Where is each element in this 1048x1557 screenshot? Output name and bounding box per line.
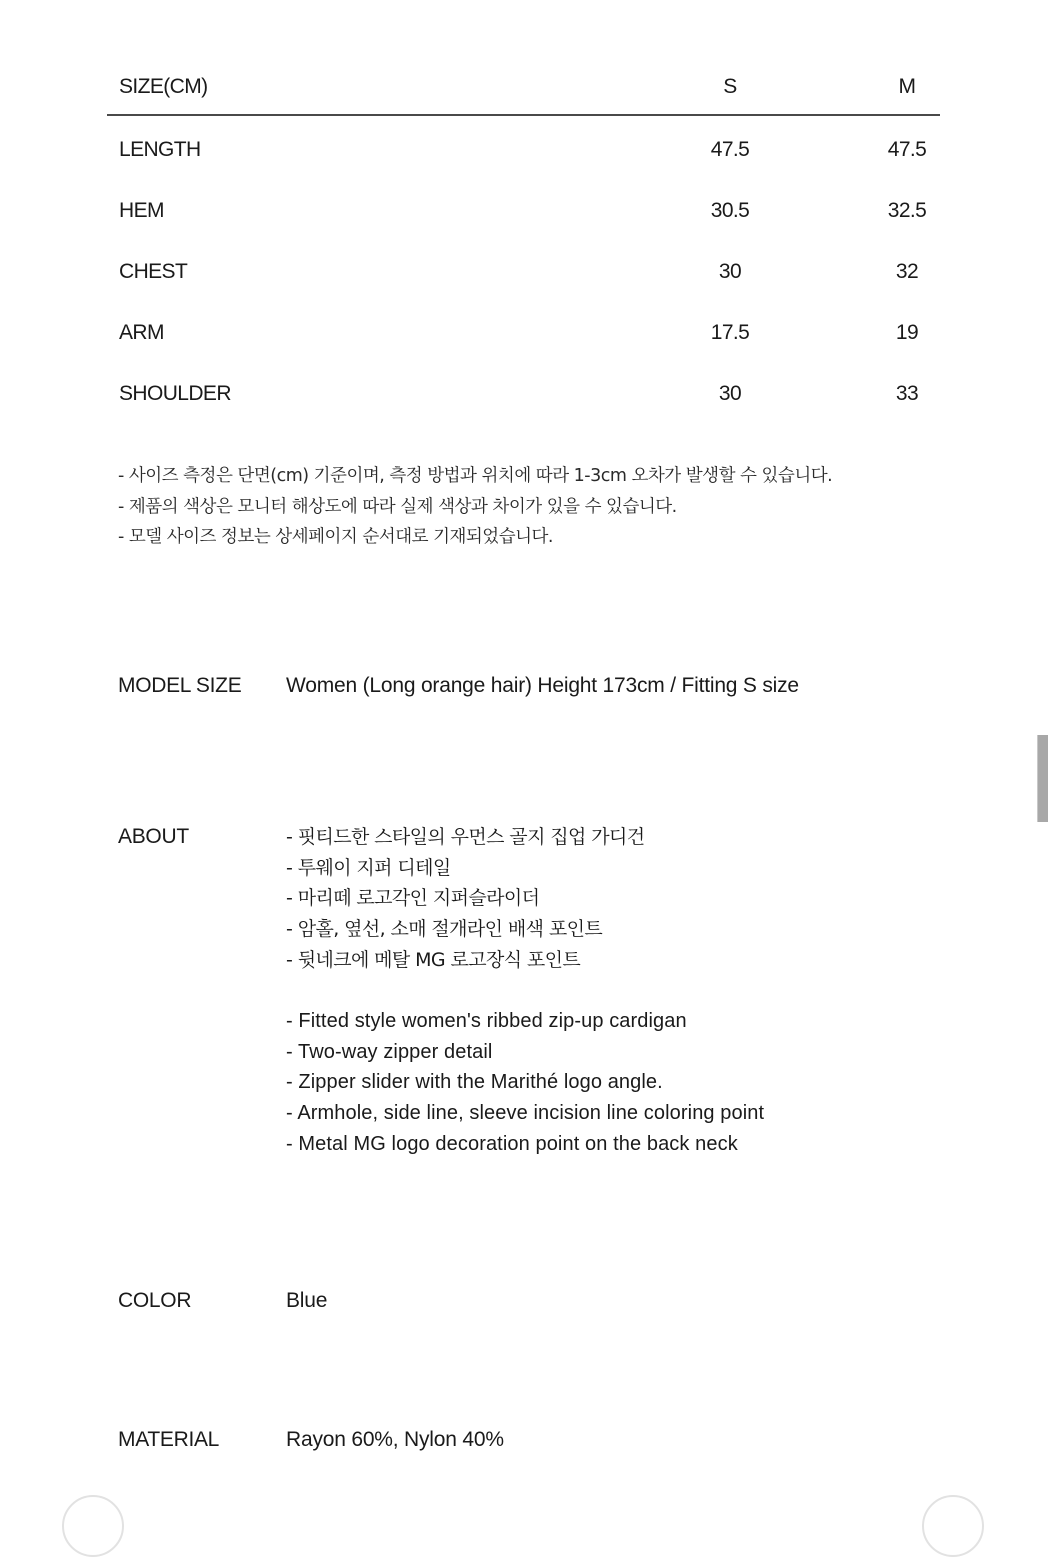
value-s: 30 [718, 260, 742, 283]
next-circle-button[interactable] [922, 1495, 984, 1557]
about-item: - 암홀, 옆선, 소매 절개라인 배색 포인트 [286, 918, 603, 941]
scrollbar-thumb[interactable] [1037, 735, 1048, 822]
value-m: 33 [895, 382, 919, 405]
size-row-length [107, 126, 940, 187]
size-row-shoulder [107, 370, 940, 431]
note-line: - 제품의 색상은 모니터 해상도에 따라 실제 색상과 차이가 있을 수 있습니다. [118, 496, 677, 517]
note-line: - 모델 사이즈 정보는 상세페이지 순서대로 기재되었습니다. [118, 527, 553, 547]
about-item: - Zipper slider with the Marithé logo angle. [286, 1071, 663, 1094]
material-value: Rayon 60%, Nylon 40% [286, 1428, 504, 1451]
row-label: HEM [119, 199, 164, 222]
size-header-label: SIZE(CM) [119, 75, 208, 98]
size-table-header [107, 60, 940, 116]
about-label: ABOUT [118, 825, 189, 848]
value-m: 32 [895, 260, 919, 283]
model-size-label: MODEL SIZE [118, 674, 242, 697]
about-item: - Armhole, side line, sleeve incision line coloring point [286, 1102, 765, 1125]
value-s: 17.5 [710, 321, 750, 344]
value-s: 30.5 [710, 199, 750, 222]
note-line: - 사이즈 측정은 단면(cm) 기준이며, 측정 방법과 위치에 따라 1-3cm 오차가 발생할 수 있습니다. [118, 466, 833, 486]
value-s: 30 [718, 382, 742, 405]
about-item: - 핏티드한 스타일의 우먼스 골지 집업 가디건 [286, 826, 645, 848]
about-item: - 뒷네크에 메탈 MG 로고장식 포인트 [286, 948, 581, 971]
row-label: LENGTH [119, 138, 201, 161]
size-column-m: M [898, 75, 916, 98]
color-value: Blue [286, 1289, 328, 1312]
size-table-body [107, 116, 940, 431]
about-item: - 마리떼 로고각인 지퍼슬라이더 [286, 887, 540, 910]
value-s: 47.5 [710, 138, 750, 161]
about-english-list [286, 1006, 764, 1160]
value-m: 47.5 [887, 138, 927, 161]
color-label: COLOR [118, 1289, 192, 1312]
material-label: MATERIAL [118, 1428, 220, 1451]
size-column-s: S [723, 75, 737, 98]
row-label: ARM [119, 321, 164, 344]
about-item: - 투웨이 지퍼 디테일 [286, 856, 451, 879]
model-size-value: Women (Long orange hair) Height 173cm / Fitting S size [286, 674, 799, 697]
size-notes [118, 461, 832, 553]
value-m: 19 [895, 321, 919, 344]
about-korean-list [286, 822, 644, 976]
row-label: CHEST [119, 260, 188, 283]
size-row-chest [107, 248, 940, 309]
size-row-hem [107, 187, 940, 248]
about-item: - Two-way zipper detail [286, 1040, 493, 1063]
size-table [107, 60, 940, 431]
value-m: 32.5 [887, 199, 927, 222]
about-item: - Metal MG logo decoration point on the back neck [286, 1132, 738, 1155]
about-item: - Fitted style women's ribbed zip-up cardigan [286, 1010, 687, 1032]
size-row-arm [107, 309, 940, 370]
prev-circle-button[interactable] [62, 1495, 124, 1557]
row-label: SHOULDER [119, 382, 231, 405]
